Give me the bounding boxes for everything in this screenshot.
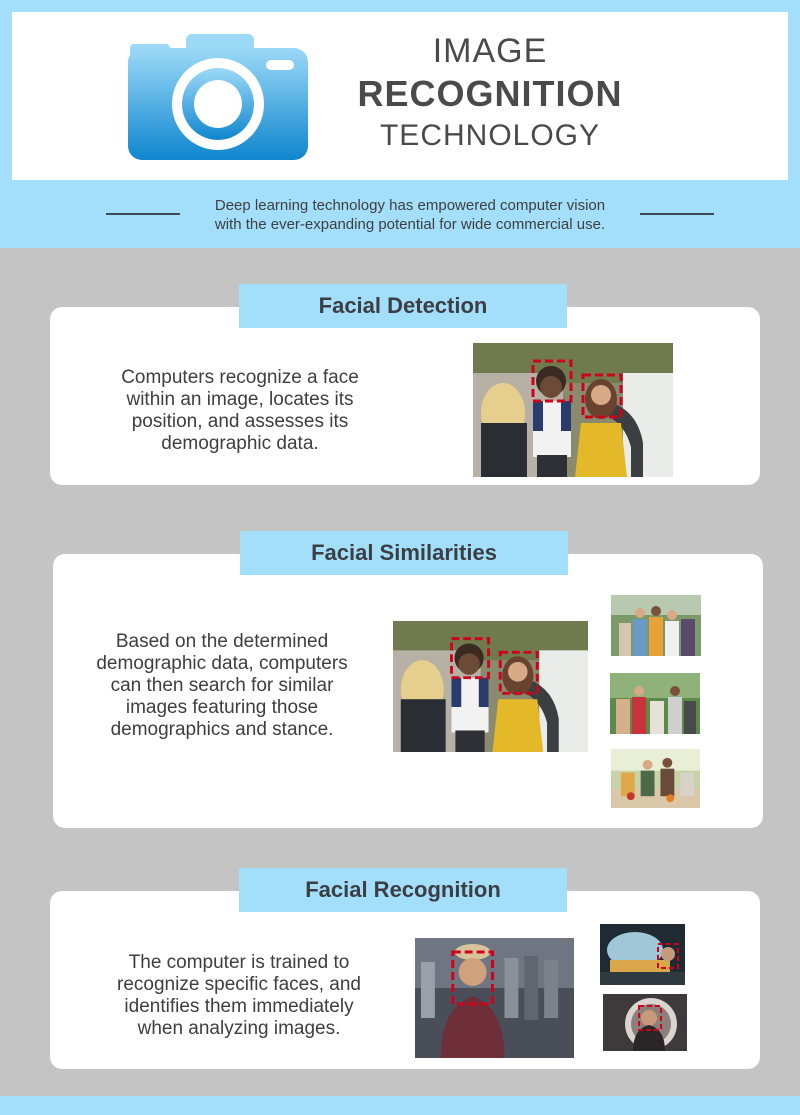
- facial-detection-label: Facial Detection: [239, 284, 567, 328]
- text-line: demographics and stance.: [110, 719, 334, 740]
- text-line: position, and assesses its: [131, 411, 349, 432]
- similar-photo-1: [611, 595, 701, 656]
- text-line: The computer is trained to: [128, 952, 350, 973]
- divider-right: [640, 213, 714, 215]
- text-line: identifies them immediately: [124, 996, 354, 1017]
- facial-similarities-text: [92, 631, 352, 741]
- facial-recognition-label: Facial Recognition: [239, 868, 567, 912]
- text-line: images featuring those: [125, 697, 319, 718]
- tagline: [200, 196, 620, 234]
- footer-band: [0, 1096, 800, 1115]
- text-line: within an image, locates its: [126, 389, 354, 410]
- recognition-photo-1: [600, 924, 685, 985]
- facial-detection-text: [100, 367, 380, 455]
- tagline-line-2: with the ever-expanding potential for wide commercial use.: [214, 216, 606, 233]
- text-line: recognize specific faces, and: [117, 974, 361, 995]
- similar-photo-2: [610, 673, 700, 734]
- title-line-3: TECHNOLOGY: [379, 119, 601, 152]
- page-title: [330, 30, 650, 156]
- text-line: when analyzing images.: [137, 1018, 341, 1039]
- camera-icon: [126, 30, 310, 162]
- recognition-photo-main: [415, 938, 574, 1058]
- text-line: can then search for similar: [110, 675, 334, 696]
- text-line: Based on the determined: [115, 631, 329, 652]
- group-photo-detection: [473, 343, 673, 477]
- facial-similarities-label: Facial Similarities: [240, 531, 568, 575]
- text-line: demographic data, computers: [96, 653, 348, 674]
- text-line: Computers recognize a face: [121, 367, 359, 388]
- text-line: demographic data.: [161, 433, 319, 454]
- recognition-photo-2: [603, 994, 687, 1051]
- tagline-line-1: Deep learning technology has empowered computer vision: [214, 197, 606, 214]
- title-line-1: IMAGE: [432, 32, 548, 70]
- group-photo-similarities: [393, 621, 588, 752]
- facial-recognition-text: [110, 952, 368, 1040]
- title-line-2: RECOGNITION: [357, 73, 623, 114]
- divider-left: [106, 213, 180, 215]
- similar-photo-3: [611, 749, 700, 808]
